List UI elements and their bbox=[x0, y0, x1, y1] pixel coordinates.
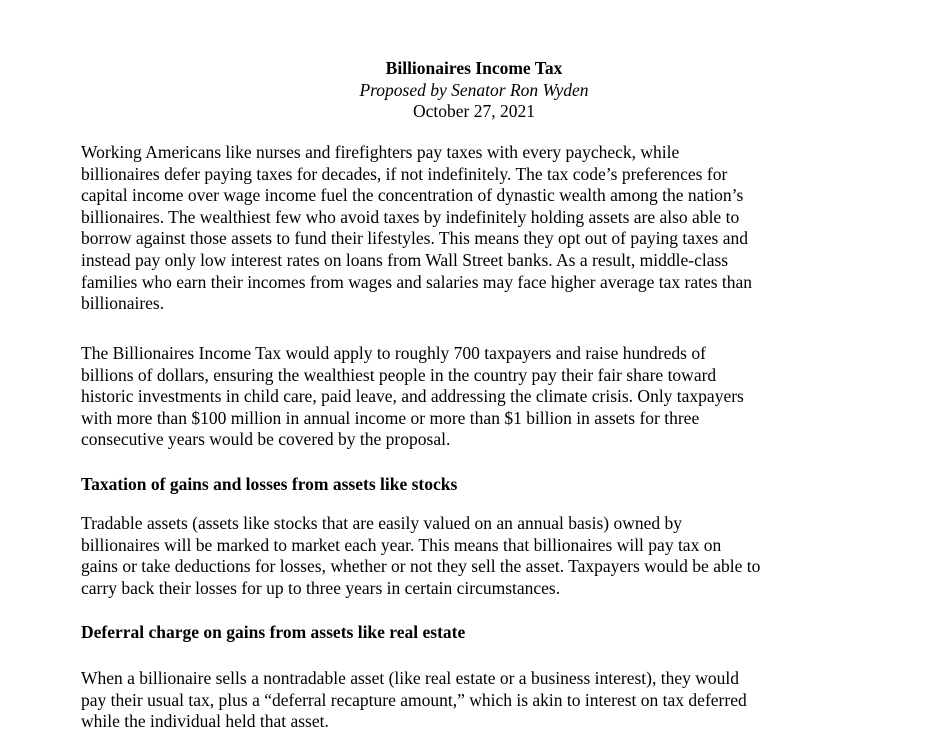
text-line: billionaires will be marked to market each year. This means that billionaires will pay tax on bbox=[81, 534, 722, 555]
text-line: Tradable assets (assets like stocks that are easily valued on an annual basis) owned by bbox=[81, 513, 683, 533]
paragraph-nontradable-assets bbox=[81, 668, 871, 733]
text-line: carry back their losses for up to three years in certain circumstances. bbox=[81, 577, 561, 598]
text-line: pay their usual tax, plus a “deferral recapture amount,” which is akin to interest on tax deferred bbox=[81, 689, 747, 710]
text-line: billionaires. bbox=[81, 293, 165, 314]
document-title: Billionaires Income Tax bbox=[385, 58, 563, 78]
section-heading-nontradable-assets: Deferral charge on gains from assets like real estate bbox=[81, 622, 466, 642]
paragraph-scope bbox=[81, 343, 871, 451]
text-line: families who earn their incomes from wages and salaries may face higher average tax rates than bbox=[81, 271, 753, 292]
text-line: consecutive years would be covered by the proposal. bbox=[81, 429, 451, 450]
text-line: billionaires defer paying taxes for decades, if not indefinitely. The tax code’s preferences for bbox=[81, 163, 728, 184]
text-line: historic investments in child care, paid leave, and addressing the climate crisis. Only taxpayers bbox=[81, 386, 744, 407]
text-line: billions of dollars, ensuring the wealthiest people in the country pay their fair share toward bbox=[81, 364, 717, 385]
text-line: When a billionaire sells a nontradable asset (like real estate or a business interest), they would bbox=[81, 668, 739, 688]
text-line: instead pay only low interest rates on loans from Wall Street banks. As a result, middle-class bbox=[81, 249, 729, 270]
document-header bbox=[0, 58, 948, 123]
text-line: gains or take deductions for losses, whether or not they sell the asset. Taxpayers would be able to bbox=[81, 556, 761, 577]
text-line: billionaires. The wealthiest few who avoid taxes by indefinitely holding assets are also able to bbox=[81, 206, 740, 227]
text-line: with more than $100 million in annual income or more than $1 billion in assets for three bbox=[81, 407, 700, 428]
text-line: Working Americans like nurses and firefighters pay taxes with every paycheck, while bbox=[81, 142, 680, 162]
section-heading-tradable-assets: Taxation of gains and losses from assets like stocks bbox=[81, 474, 458, 494]
document-date: October 27, 2021 bbox=[413, 101, 535, 121]
paragraph-tradable-assets bbox=[81, 513, 871, 599]
document-subtitle: Proposed by Senator Ron Wyden bbox=[359, 79, 589, 100]
text-line: The Billionaires Income Tax would apply to roughly 700 taxpayers and raise hundreds of bbox=[81, 343, 706, 363]
paragraph-intro bbox=[81, 142, 871, 315]
text-line: borrow against those assets to fund their lifestyles. This means they opt out of paying taxes and bbox=[81, 228, 748, 249]
text-line: while the individual held that asset. bbox=[81, 711, 329, 732]
text-line: capital income over wage income fuel the concentration of dynastic wealth among the nation’s bbox=[81, 185, 744, 206]
